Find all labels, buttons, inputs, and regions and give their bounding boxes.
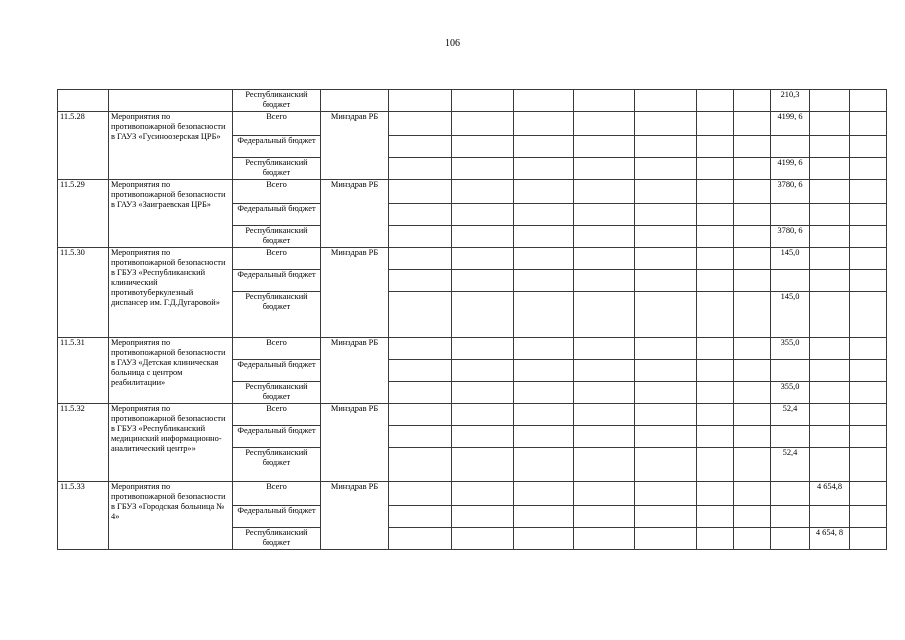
empty-cell [389, 180, 452, 204]
empty-cell [452, 248, 514, 270]
item-code: 11.5.31 [58, 338, 109, 404]
empty-cell [389, 404, 452, 426]
empty-cell [452, 204, 514, 226]
empty-cell [389, 226, 452, 248]
table-row [58, 248, 887, 270]
empty-cell [574, 180, 635, 204]
executor: Минздрав РБ [321, 180, 389, 248]
table-row [58, 180, 887, 204]
empty-cell [697, 448, 734, 482]
empty-cell [452, 226, 514, 248]
empty-cell [697, 204, 734, 226]
empty-cell [389, 482, 452, 506]
empty-cell [514, 292, 574, 338]
funding-source: Всего [233, 338, 321, 360]
empty-cell [635, 360, 697, 382]
empty-cell [850, 482, 887, 506]
empty-cell [697, 248, 734, 270]
table-row [58, 112, 887, 136]
empty-cell [635, 204, 697, 226]
value-cell: 52,4 [771, 448, 810, 482]
value-cell [771, 426, 810, 448]
empty-cell [850, 448, 887, 482]
empty-cell [574, 226, 635, 248]
empty-cell [635, 112, 697, 136]
empty-cell [514, 248, 574, 270]
empty-cell [850, 270, 887, 292]
item-code: 11.5.32 [58, 404, 109, 482]
executor: Минздрав РБ [321, 338, 389, 404]
value-cell [771, 136, 810, 158]
empty-cell [810, 136, 850, 158]
empty-cell [452, 382, 514, 404]
empty-cell [514, 506, 574, 528]
empty-cell [850, 528, 887, 550]
value-cell [771, 270, 810, 292]
value-cell [771, 204, 810, 226]
empty-cell [810, 226, 850, 248]
empty-cell [635, 180, 697, 204]
empty-cell [850, 360, 887, 382]
empty-cell [734, 506, 771, 528]
empty-cell [771, 482, 810, 506]
empty-cell [574, 112, 635, 136]
empty-cell [850, 112, 887, 136]
empty-cell [850, 382, 887, 404]
empty-cell [389, 270, 452, 292]
empty-cell [810, 448, 850, 482]
empty-cell [574, 426, 635, 448]
empty-cell [697, 90, 734, 112]
empty-cell [697, 158, 734, 180]
empty-cell [514, 382, 574, 404]
empty-cell [389, 248, 452, 270]
item-code: 11.5.29 [58, 180, 109, 248]
empty-cell [697, 528, 734, 550]
empty-cell [389, 426, 452, 448]
empty-cell [452, 136, 514, 158]
empty-cell [734, 136, 771, 158]
empty-cell [810, 204, 850, 226]
empty-cell [574, 506, 635, 528]
empty-cell [734, 360, 771, 382]
executor-cell [321, 90, 389, 112]
value-cell: 4 654, 8 [810, 528, 850, 550]
table-row [58, 404, 887, 426]
empty-cell [574, 528, 635, 550]
value-cell [810, 506, 850, 528]
empty-cell [635, 270, 697, 292]
empty-cell [574, 204, 635, 226]
empty-cell [734, 112, 771, 136]
item-name: Мероприятия по противопожарной безопасности в ГБУЗ «Республиканский клинический противотуберкулезный диспансер им. Г.Д.Дугаровой» [109, 248, 233, 338]
item-name: Мероприятия по противопожарной безопасности в ГАУЗ «Заиграевская ЦРБ» [109, 180, 233, 248]
empty-cell [810, 112, 850, 136]
empty-cell [850, 338, 887, 360]
empty-cell [574, 90, 635, 112]
table-row [58, 338, 887, 360]
empty-cell [771, 528, 810, 550]
budget-table [57, 89, 887, 550]
funding-source: Всего [233, 112, 321, 136]
funding-source: Всего [233, 180, 321, 204]
empty-cell [635, 158, 697, 180]
empty-cell [452, 292, 514, 338]
executor: Минздрав РБ [321, 248, 389, 338]
value-cell: 3780, 6 [771, 180, 810, 204]
empty-cell [810, 338, 850, 360]
empty-cell [697, 382, 734, 404]
empty-cell [452, 270, 514, 292]
empty-cell [574, 248, 635, 270]
empty-cell [389, 382, 452, 404]
empty-cell [635, 338, 697, 360]
empty-cell [734, 204, 771, 226]
empty-cell [514, 404, 574, 426]
empty-cell [514, 448, 574, 482]
value-cell: 145,0 [771, 292, 810, 338]
empty-cell [850, 180, 887, 204]
value-cell: 3780, 6 [771, 226, 810, 248]
empty-cell [810, 90, 850, 112]
empty-cell [452, 482, 514, 506]
funding-source: Республиканский бюджет [233, 448, 321, 482]
empty-cell [850, 90, 887, 112]
empty-cell [514, 112, 574, 136]
executor: Минздрав РБ [321, 404, 389, 482]
empty-cell [514, 204, 574, 226]
empty-cell [810, 248, 850, 270]
funding-source: Всего [233, 248, 321, 270]
source-cell: Республиканский бюджет [233, 90, 321, 112]
empty-cell [697, 136, 734, 158]
empty-cell [635, 448, 697, 482]
empty-cell [452, 180, 514, 204]
empty-cell [389, 204, 452, 226]
empty-cell [574, 158, 635, 180]
funding-source: Всего [233, 404, 321, 426]
empty-cell [734, 90, 771, 112]
empty-cell [452, 426, 514, 448]
empty-cell [850, 292, 887, 338]
empty-cell [635, 136, 697, 158]
empty-cell [850, 204, 887, 226]
empty-cell [514, 360, 574, 382]
empty-cell [574, 404, 635, 426]
funding-source: Федеральный бюджет [233, 426, 321, 448]
empty-cell [734, 338, 771, 360]
item-name: Мероприятия по противопожарной безопасности в ГАУЗ «Детская клиническая больница с центром реабилитации» [109, 338, 233, 404]
empty-cell [734, 404, 771, 426]
empty-cell [734, 248, 771, 270]
funding-source: Федеральный бюджет [233, 204, 321, 226]
empty-cell [697, 482, 734, 506]
funding-source: Федеральный бюджет [233, 360, 321, 382]
empty-cell [697, 506, 734, 528]
table-row [58, 90, 887, 112]
item-code: 11.5.28 [58, 112, 109, 180]
empty-cell [734, 226, 771, 248]
empty-cell [697, 270, 734, 292]
empty-cell [810, 270, 850, 292]
empty-cell [771, 506, 810, 528]
empty-cell [514, 482, 574, 506]
item-code: 11.5.33 [58, 482, 109, 550]
empty-cell [734, 448, 771, 482]
funding-source: Республиканский бюджет [233, 158, 321, 180]
empty-cell [452, 90, 514, 112]
item-code: 11.5.30 [58, 248, 109, 338]
value-cell: 355,0 [771, 382, 810, 404]
empty-cell [389, 90, 452, 112]
empty-cell [697, 338, 734, 360]
empty-cell [635, 506, 697, 528]
empty-cell [850, 426, 887, 448]
empty-cell [389, 338, 452, 360]
empty-cell [734, 180, 771, 204]
empty-cell [574, 270, 635, 292]
empty-cell [635, 382, 697, 404]
empty-cell [635, 528, 697, 550]
empty-cell [810, 158, 850, 180]
empty-cell [514, 426, 574, 448]
empty-cell [452, 158, 514, 180]
empty-cell [514, 270, 574, 292]
item-name: Мероприятия по противопожарной безопасности в ГБУЗ «Городская больница № 4» [109, 482, 233, 550]
empty-cell [850, 158, 887, 180]
empty-cell [635, 426, 697, 448]
code-cell [58, 90, 109, 112]
empty-cell [734, 270, 771, 292]
value-cell [771, 360, 810, 382]
empty-cell [635, 226, 697, 248]
empty-cell [574, 360, 635, 382]
value-cell: 210,3 [771, 90, 810, 112]
empty-cell [810, 404, 850, 426]
funding-source: Республиканский бюджет [233, 292, 321, 338]
value-cell: 355,0 [771, 338, 810, 360]
value-cell: 4 654,8 [810, 482, 850, 506]
empty-cell [514, 528, 574, 550]
empty-cell [697, 226, 734, 248]
value-cell: 52,4 [771, 404, 810, 426]
empty-cell [452, 506, 514, 528]
executor: Минздрав РБ [321, 112, 389, 180]
funding-source: Республиканский бюджет [233, 382, 321, 404]
funding-source: Республиканский бюджет [233, 226, 321, 248]
empty-cell [635, 482, 697, 506]
value-cell: 4199, 6 [771, 158, 810, 180]
funding-source: Федеральный бюджет [233, 136, 321, 158]
empty-cell [452, 528, 514, 550]
funding-source: Федеральный бюджет [233, 270, 321, 292]
empty-cell [850, 248, 887, 270]
empty-cell [734, 426, 771, 448]
empty-cell [389, 158, 452, 180]
value-cell: 4199, 6 [771, 112, 810, 136]
empty-cell [389, 292, 452, 338]
empty-cell [389, 506, 452, 528]
empty-cell [810, 382, 850, 404]
empty-cell [734, 528, 771, 550]
empty-cell [574, 482, 635, 506]
empty-cell [452, 112, 514, 136]
empty-cell [697, 180, 734, 204]
empty-cell [452, 448, 514, 482]
empty-cell [635, 90, 697, 112]
empty-cell [810, 180, 850, 204]
empty-cell [574, 448, 635, 482]
item-name: Мероприятия по противопожарной безопасности в ГБУЗ «Республиканский медицинский информационно-аналитический центр»» [109, 404, 233, 482]
empty-cell [452, 360, 514, 382]
empty-cell [734, 292, 771, 338]
empty-cell [635, 292, 697, 338]
empty-cell [810, 426, 850, 448]
empty-cell [452, 404, 514, 426]
empty-cell [514, 226, 574, 248]
empty-cell [635, 404, 697, 426]
empty-cell [734, 482, 771, 506]
empty-cell [810, 292, 850, 338]
executor: Минздрав РБ [321, 482, 389, 550]
empty-cell [389, 136, 452, 158]
empty-cell [697, 360, 734, 382]
empty-cell [697, 112, 734, 136]
empty-cell [389, 448, 452, 482]
empty-cell [850, 506, 887, 528]
empty-cell [574, 136, 635, 158]
empty-cell [514, 338, 574, 360]
empty-cell [452, 338, 514, 360]
empty-cell [850, 136, 887, 158]
empty-cell [810, 360, 850, 382]
empty-cell [574, 292, 635, 338]
name-cell [109, 90, 233, 112]
empty-cell [697, 404, 734, 426]
empty-cell [734, 382, 771, 404]
empty-cell [635, 248, 697, 270]
empty-cell [850, 226, 887, 248]
empty-cell [697, 292, 734, 338]
empty-cell [514, 158, 574, 180]
table-row [58, 482, 887, 506]
empty-cell [850, 404, 887, 426]
empty-cell [389, 112, 452, 136]
funding-source: Республиканский бюджет [233, 528, 321, 550]
empty-cell [389, 360, 452, 382]
value-cell: 145,0 [771, 248, 810, 270]
funding-source: Федеральный бюджет [233, 506, 321, 528]
empty-cell [734, 158, 771, 180]
empty-cell [389, 528, 452, 550]
empty-cell [697, 426, 734, 448]
empty-cell [514, 90, 574, 112]
item-name: Мероприятия по противопожарной безопасности в ГАУЗ «Гусиноозерская ЦРБ» [109, 112, 233, 180]
funding-source: Всего [233, 482, 321, 506]
empty-cell [574, 338, 635, 360]
page-number: 106 [445, 38, 460, 49]
empty-cell [514, 180, 574, 204]
empty-cell [514, 136, 574, 158]
empty-cell [574, 382, 635, 404]
